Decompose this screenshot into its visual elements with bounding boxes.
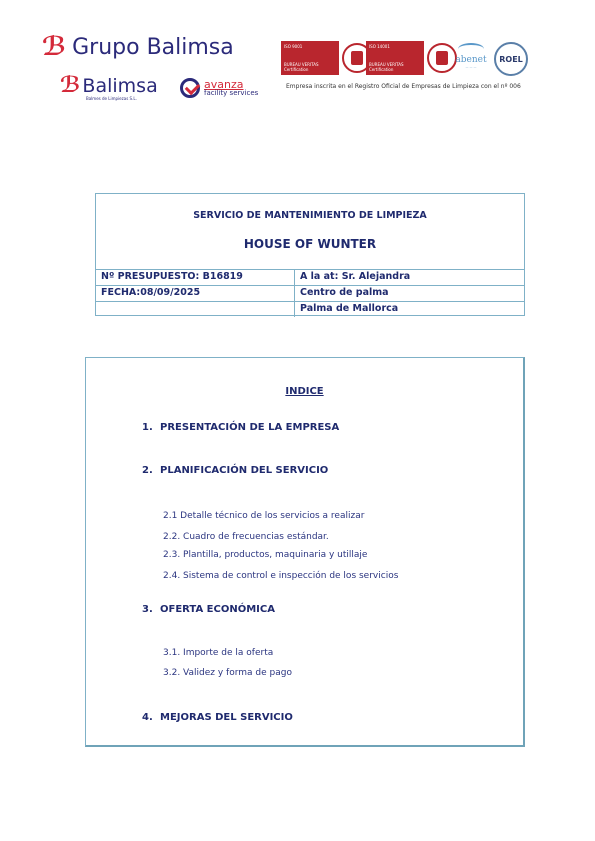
cert1-code: ISO 9001 — [284, 44, 303, 49]
roel-text: ROEL — [499, 54, 523, 64]
roel-logo — [494, 42, 528, 76]
info-row — [96, 269, 524, 285]
client-title: HOUSE OF WUNTER — [243, 237, 377, 251]
index-subsection: 3.1. Importe de la oferta — [163, 648, 274, 658]
address-line-1: Centro de palma — [300, 287, 389, 298]
index-subsection: 3.2. Validez y forma de pago — [163, 668, 292, 678]
bureau-veritas-seal-icon — [427, 43, 457, 73]
abenet-name: abenet — [455, 55, 487, 65]
balimsa-logo — [60, 73, 158, 98]
quote-info-table — [96, 269, 524, 317]
abenet-arc-icon — [458, 43, 484, 55]
cert2-body: BUREAU VERITAS Certification — [369, 62, 404, 72]
index-subsection: 2.1 Detalle técnico de los servicios a realizar — [163, 511, 365, 521]
index-box — [85, 357, 525, 747]
index-title: INDICE — [285, 386, 324, 397]
iso-9001-certificate — [281, 41, 373, 75]
index-subsection: 2.2. Cuadro de frecuencias estándar. — [163, 532, 329, 542]
title-box — [95, 193, 525, 316]
balimsa-b-icon: ℬ — [42, 32, 67, 62]
info-row — [96, 301, 524, 317]
presupuesto-number: Nº PRESUPUESTO: B16819 — [96, 270, 295, 285]
abenet-logo: abenet — — — — [454, 43, 488, 69]
brand-sub-text: Balimsa — [82, 74, 158, 97]
address-line-2: Palma de Mallorca — [300, 303, 399, 314]
index-section-3: 3. OFERTA ECONÓMICA — [142, 604, 275, 615]
avanza-tagline: facility services — [204, 89, 259, 97]
index-section-4: 4. MEJORAS DEL SERVICIO — [142, 712, 293, 723]
cert2-code: ISO 14001 — [369, 44, 390, 49]
brand-sub-tagline: Balmes de Limpiezas S.L. — [86, 96, 137, 101]
registro-note: Empresa inscrita en el Registro Oficial de Empresas de Limpieza con el nº 006 — [286, 83, 521, 90]
grupo-balimsa-logo — [42, 32, 234, 62]
brand-main-text: Grupo Balimsa — [72, 34, 234, 60]
avanza-logo — [180, 78, 258, 98]
iso-14001-certificate — [366, 41, 458, 75]
attention-to: A la at: Sr. Alejandra — [300, 271, 411, 282]
index-subsection: 2.4. Sistema de control e inspección de los servicios — [163, 571, 399, 581]
empty-cell — [96, 302, 295, 317]
info-row — [96, 285, 524, 301]
cert1-body: BUREAU VERITAS Certification — [284, 62, 319, 72]
index-section-2: 2. PLANIFICACIÓN DEL SERVICIO — [142, 465, 329, 476]
avanza-check-icon — [180, 78, 200, 98]
service-title: SERVICIO DE MANTENIMIENTO DE LIMPIEZA — [193, 210, 427, 221]
avanza-name: avanza — [204, 78, 244, 91]
quote-date: FECHA:08/09/2025 — [96, 286, 295, 301]
index-section-1: 1. PRESENTACIÓN DE LA EMPRESA — [142, 422, 340, 433]
index-subsection: 2.3. Plantilla, productos, maquinaria y utillaje — [163, 550, 368, 560]
balimsa-small-b-icon: ℬ — [60, 73, 81, 98]
